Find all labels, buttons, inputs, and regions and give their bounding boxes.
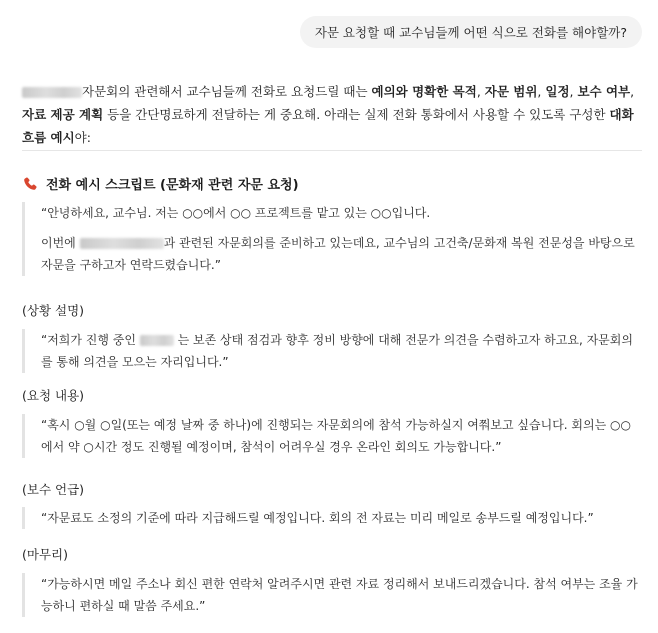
section-divider — [22, 150, 642, 151]
request-quote — [22, 414, 642, 458]
assistant-intro-paragraph: 자문회의 관련해서 교수님들께 전화로 요청드릴 때는 예의와 명확한 목적, 자문 범위, 일정, 보수 여부, 자료 제공 계획 등을 간단명료하게 전달하는 게 중요해. 아래는 실제 전화 통화에서 사용할 수 있도록 구성한 대화 흐름 예시야: — [22, 84, 635, 145]
intro-bold: 예의와 명확한 목적 — [371, 84, 477, 99]
closing-quote — [22, 573, 642, 617]
phone-icon — [22, 176, 38, 192]
user-message-text: 자문 요청할 때 교수님들께 어떤 식으로 전화를 해야할까? — [314, 25, 627, 40]
script-heading-text: 전화 예시 스크립트 (문화재 관련 자문 요청) — [46, 178, 299, 193]
redacted-text — [80, 238, 164, 249]
situation-quote — [22, 329, 642, 373]
closing-text: “가능하시면 메일 주소나 회신 편한 연락처 알려주시면 관련 자료 정리해서 보내드리겠습니다. 참석 여부는 조율 가능하니 편하실 때 말씀 주세요.” — [41, 577, 638, 613]
user-message-bubble — [300, 16, 642, 48]
intro-text: 등을 간단명료하게 전달하는 게 중요해. 아래는 실제 전화 통화에서 사용할 수 있도록 구성한 — [103, 107, 610, 122]
intro-bold: 대화 흐름 예시 — [22, 107, 634, 145]
intro-text: 자문회의 관련해서 교수님들께 전화로 요청드릴 때는 — [82, 84, 372, 99]
fee-quote — [22, 507, 642, 529]
intro-bold: 보수 여부 — [577, 84, 631, 99]
request-label: (요청 내용) — [22, 388, 85, 403]
script-heading — [22, 174, 299, 193]
redacted-text — [140, 335, 174, 346]
fee-label: (보수 언급) — [22, 482, 85, 497]
fee-text: “자문료도 소정의 기준에 따라 지급해드릴 예정입니다. 회의 전 자료는 미리 메일로 송부드릴 예정입니다.” — [41, 511, 594, 525]
closing-label: (마무리) — [22, 547, 68, 562]
intro-bold: 일정 — [545, 84, 570, 99]
situation-text: “저희가 진행 중인 는 보존 상태 점검과 향후 정비 방향에 대해 전문가 의견을 수렴하고자 하고요, 자문회의를 통해 의견을 모으는 자리입니다.” — [41, 333, 633, 369]
request-text: “혹시 ○월 ○일(또는 예정 날짜 중 하나)에 진행되는 자문회의에 참석 가능하실지 여쭤보고 싶습니다. 회의는 ○○에서 약 ○시간 정도 진행될 예정이며, 참석이 어려우실 경우 온라인 회의도 가능합니다.” — [41, 418, 631, 454]
redacted-text — [22, 87, 82, 98]
situation-label: (상황 설명) — [22, 303, 85, 318]
intro-bold: 자료 제공 계획 — [22, 107, 104, 122]
greeting-line: “안녕하세요, 교수님. 저는 ○○에서 ○○ 프로젝트를 맡고 있는 ○○입니다. — [41, 206, 431, 220]
greeting-quote — [22, 202, 642, 276]
intro-bold: 자문 범위 — [484, 84, 538, 99]
greeting-line: 이번에 과 관련된 자문회의를 준비하고 있는데요, 교수님의 고건축/문화재 복원 전문성을 바탕으로 자문을 구하고자 연락드렸습니다.” — [41, 236, 635, 272]
